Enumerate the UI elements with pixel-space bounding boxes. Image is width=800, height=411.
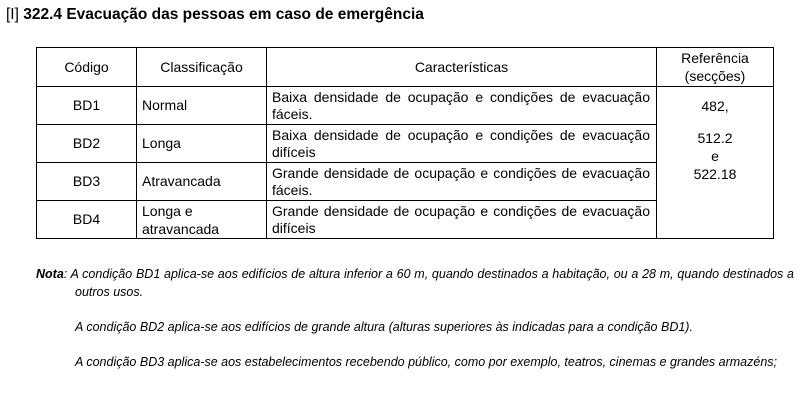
header-codigo: Código [37,48,137,87]
row-characteristics: Grande densidade de ocupação e condições de evacuação fáceis. [267,163,657,201]
row-code: BD4 [37,201,137,239]
note-1 [36,265,794,301]
table-header-row [37,48,774,87]
row-characteristics: Baixa densidade de ocupação e condições de evacuação difíceis [267,125,657,163]
evacuation-table [36,47,774,239]
row-classification-line2: atravancada [142,220,220,237]
section-prefix: [I] [6,6,19,23]
reference-line3: e [711,148,719,164]
reference-cell [657,87,774,239]
section-title: 322.4 Evacuação das pessoas em caso de emergência [23,6,424,23]
header-referencia-line2: (secções) [684,68,746,84]
row-code: BD3 [37,163,137,201]
row-characteristics: Grande densidade de ocupação e condições de evacuação difíceis [267,201,657,239]
note-2: A condição BD2 aplica-se aos edifícios de grande altura (alturas superiores às indicadas para a condição BD1). [75,320,693,334]
notes-block [36,265,794,388]
table-row [37,87,774,125]
row-classification: Longa [137,125,267,163]
row-code: BD2 [37,125,137,163]
header-classificacao: Classificação [137,48,267,87]
header-caracteristicas: Características [267,48,657,87]
row-classification: Atravancada [137,163,267,201]
note-1-text: : A condição BD1 aplica-se aos edifícios de altura inferior a 60 m, quando destinados a habitação, ou a 28 m, quando destinados a outros usos. [63,267,794,299]
note-label: Nota [36,267,64,281]
reference-line4: 522.18 [693,166,737,182]
header-referencia-line1: Referência [681,50,749,66]
section-heading [6,6,424,24]
row-characteristics: Baixa densidade de ocupação e condições de evacuação fáceis. [267,87,657,125]
row-classification [137,201,267,239]
reference-line2: 512.2 [697,130,733,146]
reference-line1: 482, [701,98,729,114]
header-referencia [657,48,774,87]
row-classification: Normal [137,87,267,125]
row-classification-line1: Longa e [142,202,193,219]
row-code: BD1 [37,87,137,125]
note-3: A condição BD3 aplica-se aos estabelecimentos recebendo público, como por exemplo, teatros, cinemas e grandes armazéns; [75,355,778,369]
